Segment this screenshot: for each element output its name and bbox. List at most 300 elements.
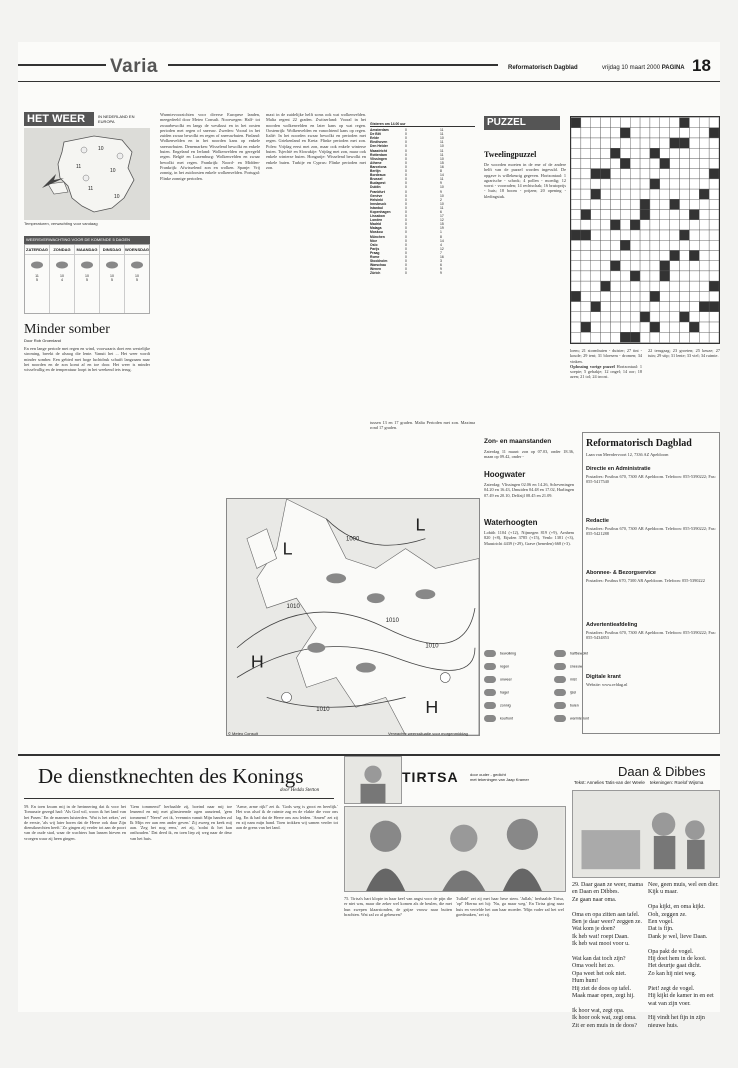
crossword-cell (689, 322, 699, 332)
crossword-cell (630, 322, 640, 332)
crossword-cell (630, 179, 640, 189)
temperature-row: Eindhoven 0 11 (370, 140, 444, 145)
cloud-icon (105, 259, 119, 269)
crossword-cell (680, 322, 690, 332)
crossword-cell (709, 312, 719, 322)
crossword-cell (699, 138, 709, 148)
crossword-cell (620, 148, 630, 158)
temperature-row: Stockholm 0 3 (370, 259, 442, 264)
weather-symbol-icon (484, 663, 496, 670)
crossword-cell (601, 210, 611, 220)
crossword-cell (571, 179, 581, 189)
crossword-cell (571, 220, 581, 230)
temperature-table (370, 122, 475, 416)
netherlands-map (24, 128, 150, 220)
crossword-cell (581, 169, 591, 179)
crossword-cell (680, 230, 690, 240)
crossword-cell (620, 128, 630, 138)
crossword-cell (581, 199, 591, 209)
crossword-cell (670, 199, 680, 209)
title-underline (24, 798, 334, 799)
crossword-cell (630, 189, 640, 199)
crossword-cell (610, 250, 620, 260)
poem-line: en Daan en Dibbes. (572, 889, 619, 896)
crossword-cell (660, 312, 670, 322)
crossword-cell (689, 189, 699, 199)
legend-item: zonnig (484, 702, 511, 709)
colophon-section-body: Postadres: Postbus 670, 7300 AR Apeldoorn. Telefoon: 055-5390222; Fax: 055-5417540 (586, 474, 716, 485)
crossword-cell (689, 271, 699, 281)
forecast-day: DINSDAG 10 5 (100, 245, 125, 313)
crossword-cell (689, 158, 699, 168)
crossword-cell (660, 118, 670, 128)
colophon-section-head: Redactie (586, 518, 609, 524)
crossword-cell (591, 179, 601, 189)
crossword-cell (591, 158, 601, 168)
crossword-cell (630, 240, 640, 250)
crossword-cell (660, 230, 670, 240)
crossword-cell (610, 332, 620, 342)
crossword-cell (571, 322, 581, 332)
low-pressure-label: L (415, 514, 426, 535)
crossword-cell (640, 210, 650, 220)
nl-temp: 11 (76, 164, 82, 170)
crossword-cell (689, 128, 699, 138)
crossword-cell (680, 148, 690, 158)
crossword-cell (581, 281, 591, 291)
crossword-cell (670, 210, 680, 220)
crossword-cell (670, 148, 680, 158)
cloud-icon (55, 259, 69, 269)
crossword-cell (660, 302, 670, 312)
legend-item: mist (554, 676, 577, 683)
crossword-cell (709, 250, 719, 260)
daan-poem-col2 (648, 882, 720, 1030)
serial-title: De dienstknechten des Konings (38, 764, 304, 788)
crossword-cell (581, 148, 591, 158)
poem-line: Hij ziet de doos op tafel. (572, 985, 631, 992)
crossword-cell (640, 158, 650, 168)
crossword-cell (660, 138, 670, 148)
crossword-cell (591, 138, 601, 148)
crossword-cell (709, 261, 719, 271)
temperature-row: Malaga 0 19 (370, 226, 444, 231)
isobar-label: 1010 (286, 604, 300, 611)
crossword-cell (689, 250, 699, 260)
crossword-cell (689, 179, 699, 189)
colophon-section-body: Postadres: Postbus 670, 7300 AR Apeldoorn. Telefoon: 055-5390222 (586, 578, 705, 583)
crossword-cell (601, 322, 611, 332)
crossword-cell (650, 271, 660, 281)
crossword-cell (640, 312, 650, 322)
crossword-cell (709, 291, 719, 301)
crossword-cell (709, 220, 719, 230)
crossword-cell (630, 250, 640, 260)
crossword-cell (640, 230, 650, 240)
poem-line: Hij vindt het fijn in zijn nieuwe huis. (648, 1015, 705, 1029)
legend-item: onweer (484, 676, 512, 683)
crossword-cell (571, 158, 581, 168)
crossword-cell (620, 138, 630, 148)
puzzle-clues: De woorden moeten in de ene of de andere helft van de puzzel worden ingevuld. De opgave is willekeurig gegeven. Horizontaal: 1 agrarische - schrok; 4 pollen - moedig; 12 worst - voorraden; 14 rechtschak; 16 brutoprijs - huis; 18 boom - prijzen; 20 opening - kledingstuk. (484, 162, 566, 199)
weather-logo: HET WEER (24, 112, 94, 126)
poem-line (648, 978, 720, 985)
crossword-cell (591, 240, 601, 250)
isobar-label: 1000 (346, 536, 360, 543)
crossword-cell (660, 189, 670, 199)
crossword-cell (610, 291, 620, 301)
isobar-label: 1010 (385, 617, 399, 624)
paper-name: Reformatorisch Dagblad (508, 65, 578, 71)
crossword-cell (640, 169, 650, 179)
crossword-cell (680, 169, 690, 179)
crossword-cell (660, 271, 670, 281)
crossword-cell (670, 118, 680, 128)
crossword-cell (680, 312, 690, 322)
temperature-row: Den Helder 0 10 (370, 144, 444, 149)
water-levels-text: Lobith 1104 (+12), Nijmegen 819 (+9), Arnhem 820 (+8), Eijsden 3785 (+15), Venlo 1381 (+3), Maastricht 4439 (+29), Grave (beneden) 668 (+3). (484, 530, 574, 546)
weather-symbol-icon (554, 663, 566, 670)
crossword-cell (670, 158, 680, 168)
crossword-cell (660, 291, 670, 301)
crossword-cell (601, 179, 611, 189)
crossword-cell (620, 230, 630, 240)
poem-line: Wat kan dat toch zijn? (572, 956, 626, 963)
poem-line: Ze gaan naar oma. (572, 896, 617, 903)
temperature-row: Brussel 0 11 (370, 177, 444, 182)
colophon-section-body: Postadres: Postbus 670, 7300 AR Apeldoorn. Telefoon: 055-5390222; Fax: 055-5421288 (586, 526, 716, 537)
crossword-cell (591, 332, 601, 342)
temperature-row: Lissabon 0 17 (370, 214, 444, 219)
puzzle-clues-3: 22 terugzag; 23 groeten; 25 keuze; 27 tuin; 29 stip; 31 lente; 33 viel; 34 ruimte. (648, 348, 720, 359)
forecast-header: WEERSVERWACHTING VOOR DE KOMENDE 5 DAGEN (24, 236, 150, 244)
crossword-cell (591, 148, 601, 158)
crossword-cell (660, 210, 670, 220)
article-body: En een lange periode met regen en wind, voorwaarts doet een westelijke stroming, breekt de alsnog die lente. Vanuit het ... Het weer wordt minder somber. Een gebied met hoge luchtdruk schuift langzaam naar het noorden en de zon komt af en toe door. Het weer is minder wisselvallig en de temperatuur loopt in het weekend iets terug. (24, 346, 150, 373)
crossword-cell (571, 261, 581, 271)
crossword-cell (660, 158, 670, 168)
crossword-cell (630, 169, 640, 179)
poem-line: Piet! zegt de vogel. (648, 985, 695, 992)
crossword-cell (630, 210, 640, 220)
crossword-cell (670, 291, 680, 301)
crossword-cell (610, 230, 620, 240)
temperature-row: Nice 0 14 (370, 238, 444, 243)
crossword-cell (709, 138, 719, 148)
crossword-cell (601, 128, 611, 138)
crossword-cell (610, 322, 620, 332)
nl-temp: 10 (98, 146, 104, 152)
crossword-cell (709, 230, 719, 240)
crossword-cell (650, 169, 660, 179)
crossword-cell (571, 312, 581, 322)
crossword-cell (591, 199, 601, 209)
crossword-cell (650, 189, 660, 199)
cloud-icon (80, 259, 94, 269)
crossword-cell (699, 118, 709, 128)
crossword-cell (650, 138, 660, 148)
crossword-cell (591, 189, 601, 199)
crossword-cell (620, 302, 630, 312)
crossword-cell (670, 230, 680, 240)
poem-line: Hum hum! (572, 978, 599, 985)
crossword-cell (601, 199, 611, 209)
crossword-cell (630, 118, 640, 128)
legend-item: koufront (484, 715, 513, 722)
crossword-cell (630, 199, 640, 209)
forecast-day: ZONDAG 10 4 (50, 245, 75, 313)
crossword-cell (650, 179, 660, 189)
crossword-cell (571, 291, 581, 301)
crossword-cell (581, 312, 591, 322)
crossword-cell (650, 148, 660, 158)
crossword-cell (660, 128, 670, 138)
crossword-cell (581, 271, 591, 281)
crossword-cell (660, 322, 670, 332)
crossword-cell (709, 169, 719, 179)
crossword-cell (650, 220, 660, 230)
crossword-cell (571, 128, 581, 138)
crossword-cell (591, 322, 601, 332)
low-pressure-label: L (282, 538, 293, 559)
crossword-cell (620, 332, 630, 342)
crossword-cell (640, 189, 650, 199)
poem-line: Zo kan hij niet weg. (648, 970, 697, 977)
crossword-cell (571, 138, 581, 148)
crossword-cell (640, 199, 650, 209)
puzzle-clues-2: loem; 21 stormbuien - duister; 27 tint - koude; 29 tent; 31 bloesem - dromen; 34 vinken. Oplossing vorige puzzel Horizontaal: 1 soepie; 5 gebakje; 12 ongel; 14 oor; 18 azen; 21 tol; 24 troost. (570, 348, 642, 380)
crossword-cell (591, 302, 601, 312)
header-rule-right (168, 64, 498, 66)
poem-line (648, 941, 720, 948)
crossword-cell (630, 261, 640, 271)
poem-line (648, 897, 720, 904)
temperature-row: Parijs 0 12 (370, 246, 444, 251)
daan-dibbes-title: Daan & Dibbes (618, 764, 706, 779)
crossword-cell (591, 291, 601, 301)
crossword-cell (610, 261, 620, 271)
crossword-cell (630, 291, 640, 301)
crossword-cell (699, 199, 709, 209)
crossword-cell (581, 302, 591, 312)
crossword-cell (699, 128, 709, 138)
weather-logo-sub: IN NEDERLAND EN EUROPA (98, 114, 135, 124)
crossword-cell (640, 148, 650, 158)
crossword-cell (581, 250, 591, 260)
crossword-cell (680, 158, 690, 168)
crossword-cell (680, 271, 690, 281)
temperature-row: Warschau 0 6 (370, 263, 442, 268)
crossword-cell (650, 281, 660, 291)
legend-item: regen (484, 663, 509, 670)
crossword-cell (640, 250, 650, 260)
crossword-cell (699, 158, 709, 168)
crossword-cell (680, 210, 690, 220)
crossword-cell (699, 220, 709, 230)
crossword-cell (620, 179, 630, 189)
crossword-cell (620, 250, 630, 260)
crossword-cell (571, 240, 581, 250)
crossword-cell (709, 210, 719, 220)
crossword-grid[interactable] (570, 116, 720, 344)
crossword-cell (571, 302, 581, 312)
poem-line: Ik heb wat! roept Daan. (572, 933, 629, 940)
crossword-cell (601, 291, 611, 301)
temperature-row: Innsbruck 0 10 (370, 201, 444, 206)
colophon-section-head: Directie en Administratie (586, 466, 651, 472)
crossword-cell (620, 158, 630, 168)
crossword-cell (650, 291, 660, 301)
crossword-cell (581, 230, 591, 240)
crossword-cell (660, 179, 670, 189)
temperature-row: Rotterdam 0 11 (370, 152, 444, 157)
crossword-cell (699, 148, 709, 158)
crossword-cell (571, 148, 581, 158)
crossword-cell (630, 302, 640, 312)
crossword-cell (610, 271, 620, 281)
crossword-cell (689, 148, 699, 158)
crossword-cell (650, 332, 660, 342)
crossword-cell (670, 302, 680, 312)
crossword-cell (709, 271, 719, 281)
crossword-cell (699, 291, 709, 301)
nl-temp: 10 (110, 168, 116, 174)
legend-item: halfbewolkt (554, 650, 588, 657)
tirtsa-credit: door ouder - gedicht met tekeningen van Jaap Kramer (470, 772, 529, 782)
temperature-row: Madrid 0 15 (370, 222, 444, 227)
crossword-cell (620, 281, 630, 291)
crossword-cell (591, 250, 601, 260)
crossword-cell (620, 271, 630, 281)
legend-item: buien (554, 702, 579, 709)
temp-table-head: Gisteren om 14.00 uur (370, 122, 475, 127)
europe-weather-col2: maxi in de zuidelijke helft soms ook wat wolkenvelden. Malta regent 22 graden. Zwitserland: Vooral in het noorden wolkenvelden en later kans op wat regen. Oostenrijk: Wolkenvelden en vanochtend kans op regen. Italië: In het noorden zwaar bewolkt en perioden met regen. Griekenland en Kreta: Flinke perioden met zon. Polen: Vrijdag eerst met zon, maar ook enkele winterse buien. Tsjechië en Slowakije: Vrijdag met zon, maar ook enkele winterse buien. Hongarije: Wisselend bewolkt en enkele buien. Turkije en Cyprus: Flinke perioden met zon. (266, 112, 366, 170)
crossword-cell (571, 199, 581, 209)
crossword-cell (610, 118, 620, 128)
crossword-cell (689, 169, 699, 179)
crossword-cell (601, 189, 611, 199)
temperature-row: Londen 0 12 (370, 218, 444, 223)
crossword-cell (689, 291, 699, 301)
crossword-cell (680, 281, 690, 291)
crossword-cell (670, 322, 680, 332)
crossword-cell (640, 291, 650, 301)
crossword-cell (601, 230, 611, 240)
crossword-cell (630, 220, 640, 230)
temperature-row: Bordeaux 0 14 (370, 173, 444, 178)
crossword-cell (591, 128, 601, 138)
header-rule-left (18, 64, 106, 66)
poem-line: wat van zijn voer. (648, 1000, 691, 1007)
crossword-cell (680, 189, 690, 199)
crossword-cell (581, 291, 591, 301)
weather-symbol-icon (484, 650, 496, 657)
serial-author: door Hedda Stetton (280, 788, 320, 793)
high-water-text: Zaterdag: Vlissingen 02.06 en 14.26, Scheveningen 04.20 en 16.43, IJmuiden 04.48 en 17.02, Harlingen 07.49 en 20.10, Delfzijl 08.45 en 21.09. (484, 482, 574, 498)
poem-line: Zit er een muis in de doos? (572, 1022, 637, 1029)
crossword-cell (581, 189, 591, 199)
crossword-cell (680, 261, 690, 271)
poem-line: Hij doet hem in de kooi. (648, 956, 707, 963)
crossword-cell (709, 179, 719, 189)
temperature-row: Berlijn 0 8 (370, 169, 442, 174)
puzzle-logo: PUZZEL (484, 116, 560, 130)
crossword-cell (581, 179, 591, 189)
crossword-cell (670, 250, 680, 260)
crossword-cell (680, 138, 690, 148)
crossword-cell (630, 138, 640, 148)
temperature-row: De Bilt 0 11 (370, 132, 444, 137)
crossword-cell (601, 312, 611, 322)
crossword-cell (601, 240, 611, 250)
temperature-row: München 0 8 (370, 234, 442, 239)
colophon-section-body: Website: www.refdag.nl (586, 682, 628, 687)
temperature-row: Kopenhagen 0 6 (370, 209, 442, 214)
tirtsa-col2: 'Jullah!' zei zij met haar hese stem. 'Jullah,' herhaalde Tirtsa, 'op!' Hierna zei hij: 'Nu, ga maar weg.' En Tirtsa ging naar huis en vertelde het aan haar moeder. 'Mijn vader zal het wel goedmaken,' zei zij. (456, 896, 564, 917)
poem-line: Een vogel. (648, 919, 674, 926)
sun-moon-text: Zaterdag 11 maart: zon op 07.03, onder 18.36, maan op 09.42, onder - (484, 449, 574, 460)
colophon-address: Laan van Meerdervoort 12, 7336 AZ Apeldoorn (586, 452, 669, 457)
crossword-cell (640, 332, 650, 342)
poem-line: Opa weet het ook niet. (572, 970, 627, 977)
crossword-cell (591, 261, 601, 271)
crossword-cell (709, 240, 719, 250)
temperature-row: Istanbul 0 11 (370, 205, 444, 210)
crossword-cell (640, 179, 650, 189)
crossword-cell (601, 148, 611, 158)
temperature-row: Barcelona 0 16 (370, 164, 444, 169)
forecast-day: WOENSDAG 10 5 (125, 247, 149, 282)
crossword-cell (630, 230, 640, 240)
crossword-cell (581, 240, 591, 250)
crossword-cell (591, 220, 601, 230)
poem-line: Hij kijkt de kamer in en eet (648, 993, 714, 1000)
poem-line: Opa kijkt, en oma kijkt. (648, 904, 705, 911)
crossword-cell (709, 189, 719, 199)
forecast-table (24, 244, 150, 314)
crossword-cell (620, 169, 630, 179)
crossword-cell (601, 332, 611, 342)
crossword-cell (620, 312, 630, 322)
crossword-cell (670, 240, 680, 250)
crossword-cell (601, 302, 611, 312)
poem-line: Oma voelt het zo. (572, 963, 615, 970)
crossword-cell (650, 250, 660, 260)
poem-line: Ooh, zeggen ze. (648, 911, 687, 918)
crossword-cell (620, 240, 630, 250)
crossword-cell (620, 210, 630, 220)
crossword-cell (660, 199, 670, 209)
crossword-cell (630, 271, 640, 281)
crossword-cell (581, 261, 591, 271)
crossword-cell (660, 220, 670, 230)
poem-line: Dat is fijn. (648, 926, 674, 933)
sun-moon-title: Zon- en maanstanden (484, 438, 552, 445)
crossword-cell (640, 322, 650, 332)
crossword-cell (640, 128, 650, 138)
crossword-cell (581, 158, 591, 168)
crossword-cell (680, 220, 690, 230)
crossword-cell (699, 302, 709, 312)
crossword-cell (650, 312, 660, 322)
crossword-cell (610, 128, 620, 138)
crossword-cell (601, 118, 611, 128)
isobar-label: 1010 (425, 643, 439, 650)
legend-item: ijzel (554, 689, 576, 696)
crossword-cell (581, 210, 591, 220)
weather-symbol-icon (554, 689, 566, 696)
poem-line: Maak maar open, zegt hij. (572, 993, 635, 1000)
